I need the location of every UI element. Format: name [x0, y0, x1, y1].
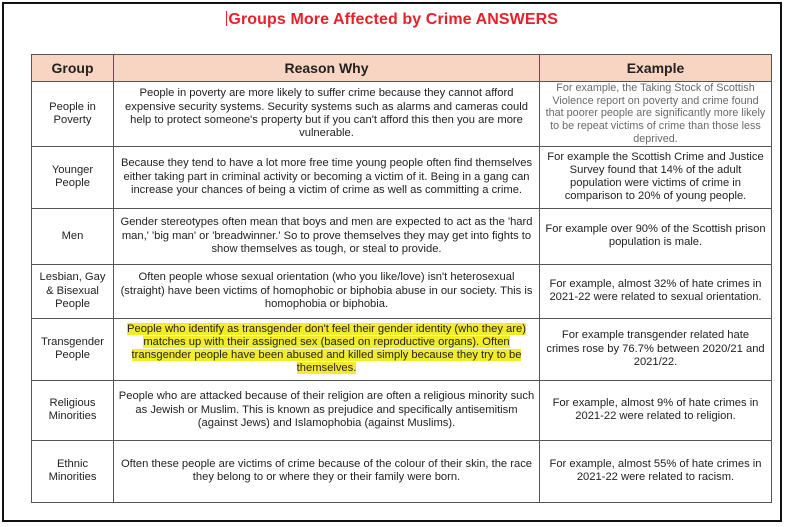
- group-cell: Ethnic Minorities: [32, 440, 114, 502]
- group-cell: People in Poverty: [32, 82, 114, 147]
- reason-cell: Often these people are victims of crime because of the colour of their skin, the race they belong to or where they or their family were born.: [114, 440, 540, 502]
- reason-cell: People in poverty are more likely to suffer crime because they cannot afford expensive security systems. Security systems such as alarms and cameras could help to protect someone's property but if you can't afford this then you are more vulnerable.: [114, 82, 540, 147]
- column-header-reason: Reason Why: [114, 55, 540, 82]
- table-row: [32, 208, 772, 264]
- table-row: [32, 82, 772, 147]
- document-title: [4, 11, 780, 29]
- reason-cell: Because they tend to have a lot more free time young people often find themselves either taking part in criminal activity or becoming a victim of it. Being in a gang can increase your chances of being a victim of crime as well as committing a crime.: [114, 146, 540, 208]
- table-header-row: [32, 55, 772, 82]
- reason-cell: People who are attacked because of their religion are often a religious minority such as Jewish or Muslim. This is known as prejudice and specifically antisemitism (against Jews) and Islamophobia (against Muslims).: [114, 380, 540, 440]
- groups-table: [31, 54, 772, 503]
- highlighted-text: People who identify as transgender don't feel their gender identity (who they are) matches up with their assigned sex (based on reproductive organs). Often transgender people have been abused and killed simply because they try to be themselves.: [127, 322, 526, 375]
- table-row: [32, 380, 772, 440]
- reason-cell-highlighted: [114, 318, 540, 380]
- example-cell: For example, almost 9% of hate crimes in 2021-22 were related to religion.: [540, 380, 772, 440]
- reason-cell: Gender stereotypes often mean that boys and men are expected to act as the 'hard man,' 'big man' or 'breadwinner.' So to prove themselves they may get into fights to show themselves as tough, or steal to provide.: [114, 208, 540, 264]
- group-cell: Men: [32, 208, 114, 264]
- reason-cell: Often people whose sexual orientation (who you like/love) isn't heterosexual (straight) have been victims of homophobic or biphobia abuse in our society. This is homophobia or biphobia.: [114, 264, 540, 318]
- document-frame: [2, 2, 782, 522]
- table-row: [32, 146, 772, 208]
- column-header-example: Example: [540, 55, 772, 82]
- table-row: [32, 318, 772, 380]
- example-cell: For example, the Taking Stock of Scottish Violence report on poverty and crime found that poorer people are significantly more likely to be repeat victims of crime than those less deprived.: [540, 82, 772, 147]
- document-title-text: Groups More Affected by Crime ANSWERS: [228, 11, 559, 28]
- example-cell: For example, almost 32% of hate crimes in 2021-22 were related to sexual orientation.: [540, 264, 772, 318]
- example-cell: For example, almost 55% of hate crimes in 2021-22 were related to racism.: [540, 440, 772, 502]
- group-cell: Transgender People: [32, 318, 114, 380]
- table-row: [32, 440, 772, 502]
- example-cell: For example transgender related hate crimes rose by 76.7% between 2020/21 and 2021/22.: [540, 318, 772, 380]
- example-cell: For example over 90% of the Scottish prison population is male.: [540, 208, 772, 264]
- table-row: [32, 264, 772, 318]
- column-header-group: Group: [32, 55, 114, 82]
- group-cell: Lesbian, Gay & Bisexual People: [32, 264, 114, 318]
- group-cell: Younger People: [32, 146, 114, 208]
- group-cell: Religious Minorities: [32, 380, 114, 440]
- example-cell: For example the Scottish Crime and Justice Survey found that 14% of the adult population were victims of crime in comparison to 20% of young people.: [540, 146, 772, 208]
